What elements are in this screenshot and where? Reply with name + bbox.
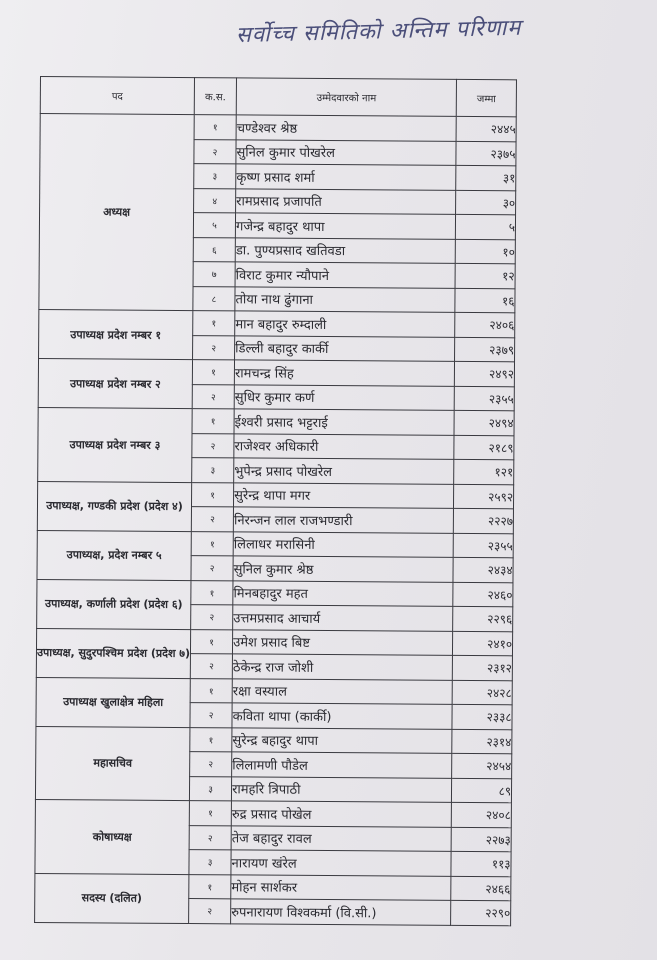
sn-cell: १	[194, 115, 236, 140]
table-row	[35, 799, 511, 827]
sn-cell: ६	[193, 237, 235, 262]
header-post: पद	[40, 77, 194, 115]
sn-cell: १	[192, 360, 234, 385]
candidate-name-cell: सुनिल कुमार श्रेष्ठ	[233, 556, 453, 582]
candidate-name-cell: लिलामणी पौडेल	[232, 752, 452, 778]
sn-cell: ३	[194, 164, 236, 189]
candidate-name-cell: सुधिर कुमार कर्ण	[234, 384, 454, 410]
sn-cell: १	[192, 482, 234, 507]
post-cell: उपाध्यक्ष प्रदेश नम्बर ३	[38, 407, 193, 482]
vote-total-cell: २४६६	[451, 876, 511, 901]
header-sn: क.स.	[194, 78, 236, 115]
vote-total-cell: ३१	[456, 165, 516, 190]
sn-cell: ३	[192, 458, 234, 483]
candidate-name-cell: ठेकेन्द्र राज जोशी	[232, 654, 452, 680]
vote-total-cell: ३०	[456, 190, 516, 215]
vote-total-cell: २२७३	[451, 827, 511, 852]
post-cell: सदस्य (दलित)	[35, 873, 189, 923]
vote-total-cell: १६	[455, 288, 515, 313]
vote-total-cell: २२९६	[453, 606, 513, 631]
sn-cell: २	[189, 825, 231, 850]
candidate-name-cell: नारायण खंरेल	[231, 850, 451, 876]
candidate-name-cell: तेज बहादुर रावल	[231, 825, 451, 851]
vote-total-cell: २३३८	[452, 704, 512, 729]
sn-cell: १	[191, 580, 233, 605]
vote-total-cell: २२२७	[453, 508, 513, 533]
sn-cell: २	[191, 556, 233, 581]
sn-cell: ७	[193, 262, 235, 287]
table-row	[37, 530, 513, 558]
sn-cell: १	[189, 874, 231, 899]
sn-cell: १	[191, 531, 233, 556]
candidate-name-cell: गजेन्द्र बहादुर थापा	[235, 213, 455, 239]
candidate-name-cell: निरन्जन लाल राजभण्डारी	[233, 507, 453, 533]
candidate-name-cell: चण्डेश्वर श्रेष्ठ	[236, 115, 456, 141]
candidate-name-cell: ईश्वरी प्रसाद भट्टराई	[234, 409, 454, 435]
candidate-name-cell: राजेश्वर अधिकारी	[234, 433, 454, 459]
candidate-name-cell: भुपेन्द्र प्रसाद पोखरेल	[234, 458, 454, 484]
candidate-name-cell: उत्तमप्रसाद आचार्य	[233, 605, 453, 631]
table-row	[38, 407, 514, 435]
table-row	[35, 873, 511, 901]
sn-cell: १	[193, 311, 235, 336]
sn-cell: २	[191, 507, 233, 532]
candidate-name-cell: रक्षा वस्याल	[232, 678, 452, 704]
candidate-name-cell: रामहरि त्रिपाठी	[232, 776, 452, 802]
candidate-name-cell: कृष्ण प्रसाद शर्मा	[236, 164, 456, 190]
vote-total-cell: १०	[455, 239, 515, 264]
table-row	[36, 628, 512, 656]
candidate-name-cell: लिलाधर मरासिनी	[233, 531, 453, 557]
candidate-name-cell: मोहन सार्शकर	[231, 874, 451, 900]
post-cell: कोषाध्यक्ष	[35, 799, 190, 874]
header-name: उम्मेदवारको नाम	[236, 78, 456, 117]
handwritten-title: सर्वोच्च समितिको अन्तिम परिणाम	[235, 15, 522, 49]
vote-total-cell: ८९	[452, 778, 512, 803]
vote-total-cell: २४०८	[451, 802, 511, 827]
sn-cell: २	[190, 752, 232, 777]
post-cell: उपाध्यक्ष खुलाक्षेत्र महिला	[36, 677, 190, 727]
table-row	[38, 481, 514, 509]
vote-total-cell: २३७९	[455, 337, 515, 362]
header-total: जम्मा	[456, 79, 516, 116]
vote-total-cell: २४५४	[452, 753, 512, 778]
table-row	[40, 114, 516, 142]
table-header-row	[40, 77, 516, 117]
vote-total-cell: २४१०	[453, 631, 513, 656]
sn-cell: २	[189, 899, 231, 924]
post-cell: अध्यक्ष	[39, 114, 194, 311]
vote-total-cell: २४९४	[454, 410, 514, 435]
sn-cell: १	[189, 801, 231, 826]
vote-total-cell: ११३	[451, 851, 511, 876]
vote-total-cell: २३१२	[452, 655, 512, 680]
candidate-name-cell: उमेश प्रसाद बिष्ट	[233, 629, 453, 655]
vote-total-cell: २१८९	[454, 435, 514, 460]
candidate-name-cell: विराट कुमार न्यौपाने	[235, 262, 455, 288]
sn-cell: २	[193, 335, 235, 360]
vote-total-cell: १२	[455, 263, 515, 288]
sn-cell: २	[194, 139, 236, 164]
sn-cell: २	[190, 703, 232, 728]
candidate-name-cell: तोया नाथ ढुंगाना	[235, 286, 455, 312]
candidate-name-cell: सुरेन्द्र थापा मगर	[234, 482, 454, 508]
sn-cell: २	[192, 433, 234, 458]
post-cell: उपाध्यक्ष, कर्णाली प्रदेश (प्रदेश ६)	[37, 579, 191, 629]
sn-cell: ३	[189, 850, 231, 875]
sn-cell: १	[191, 629, 233, 654]
candidate-name-cell: सुनिल कुमार पोखरेल	[236, 139, 456, 165]
candidate-name-cell: मान बहादुर रुम्दाली	[235, 311, 455, 337]
table-row	[38, 358, 514, 386]
candidate-name-cell: डिल्ली बहादुर कार्की	[235, 335, 455, 361]
candidate-name-cell: कविता थापा (कार्की)	[232, 703, 452, 729]
vote-total-cell: २३५५	[454, 386, 514, 411]
post-cell: उपाध्यक्ष, गण्डकी प्रदेश (प्रदेश ४)	[37, 481, 191, 531]
table-row	[39, 309, 515, 337]
results-body	[35, 114, 517, 926]
post-cell: उपाध्यक्ष प्रदेश नम्बर १	[39, 309, 193, 359]
post-cell: महासचिव	[35, 726, 190, 801]
sn-cell: २	[190, 654, 232, 679]
vote-total-cell: २४०६	[455, 312, 515, 337]
vote-total-cell: २४२८	[452, 680, 512, 705]
vote-total-cell: १२१	[454, 459, 514, 484]
vote-total-cell: ५	[455, 214, 515, 239]
vote-total-cell: २३१४	[452, 729, 512, 754]
table-row	[37, 579, 513, 607]
vote-total-cell: २४४५	[456, 116, 516, 141]
table-row	[36, 677, 512, 705]
candidate-name-cell: रामप्रसाद प्रजापति	[236, 188, 456, 214]
vote-total-cell: २२९०	[451, 900, 511, 925]
post-cell: उपाध्यक्ष, सुदुरपश्चिम प्रदेश (प्रदेश ७)	[36, 628, 190, 678]
results-table	[34, 76, 517, 926]
sn-cell: २	[191, 605, 233, 630]
candidate-name-cell: सुरेन्द्र बहादुर थापा	[232, 727, 452, 753]
candidate-name-cell: डा. पुण्यप्रसाद खतिवडा	[235, 237, 455, 263]
sn-cell: ५	[193, 213, 235, 238]
candidate-name-cell: रुपनारायण विश्वकर्मा (वि.सी.)	[231, 899, 451, 925]
vote-total-cell: २४६०	[453, 582, 513, 607]
sn-cell: २	[192, 384, 234, 409]
sn-cell: १	[192, 409, 234, 434]
sn-cell: ४	[194, 188, 236, 213]
vote-total-cell: २४३४	[453, 557, 513, 582]
sn-cell: १	[190, 678, 232, 703]
sn-cell: ३	[190, 776, 232, 801]
post-cell: उपाध्यक्ष प्रदेश नम्बर २	[38, 358, 192, 408]
vote-total-cell: २३५५	[453, 533, 513, 558]
candidate-name-cell: रुद्र प्रसाद पोखेल	[231, 801, 451, 827]
candidate-name-cell: रामचन्द्र सिंह	[234, 360, 454, 386]
vote-total-cell: २५९२	[454, 484, 514, 509]
table-row	[36, 726, 512, 754]
vote-total-cell: २४९२	[454, 361, 514, 386]
candidate-name-cell: मिनबहादुर महत	[233, 580, 453, 606]
sn-cell: ८	[193, 286, 235, 311]
post-cell: उपाध्यक्ष, प्रदेश नम्बर ५	[37, 530, 191, 580]
vote-total-cell: २३७५	[456, 141, 516, 166]
sn-cell: १	[190, 727, 232, 752]
